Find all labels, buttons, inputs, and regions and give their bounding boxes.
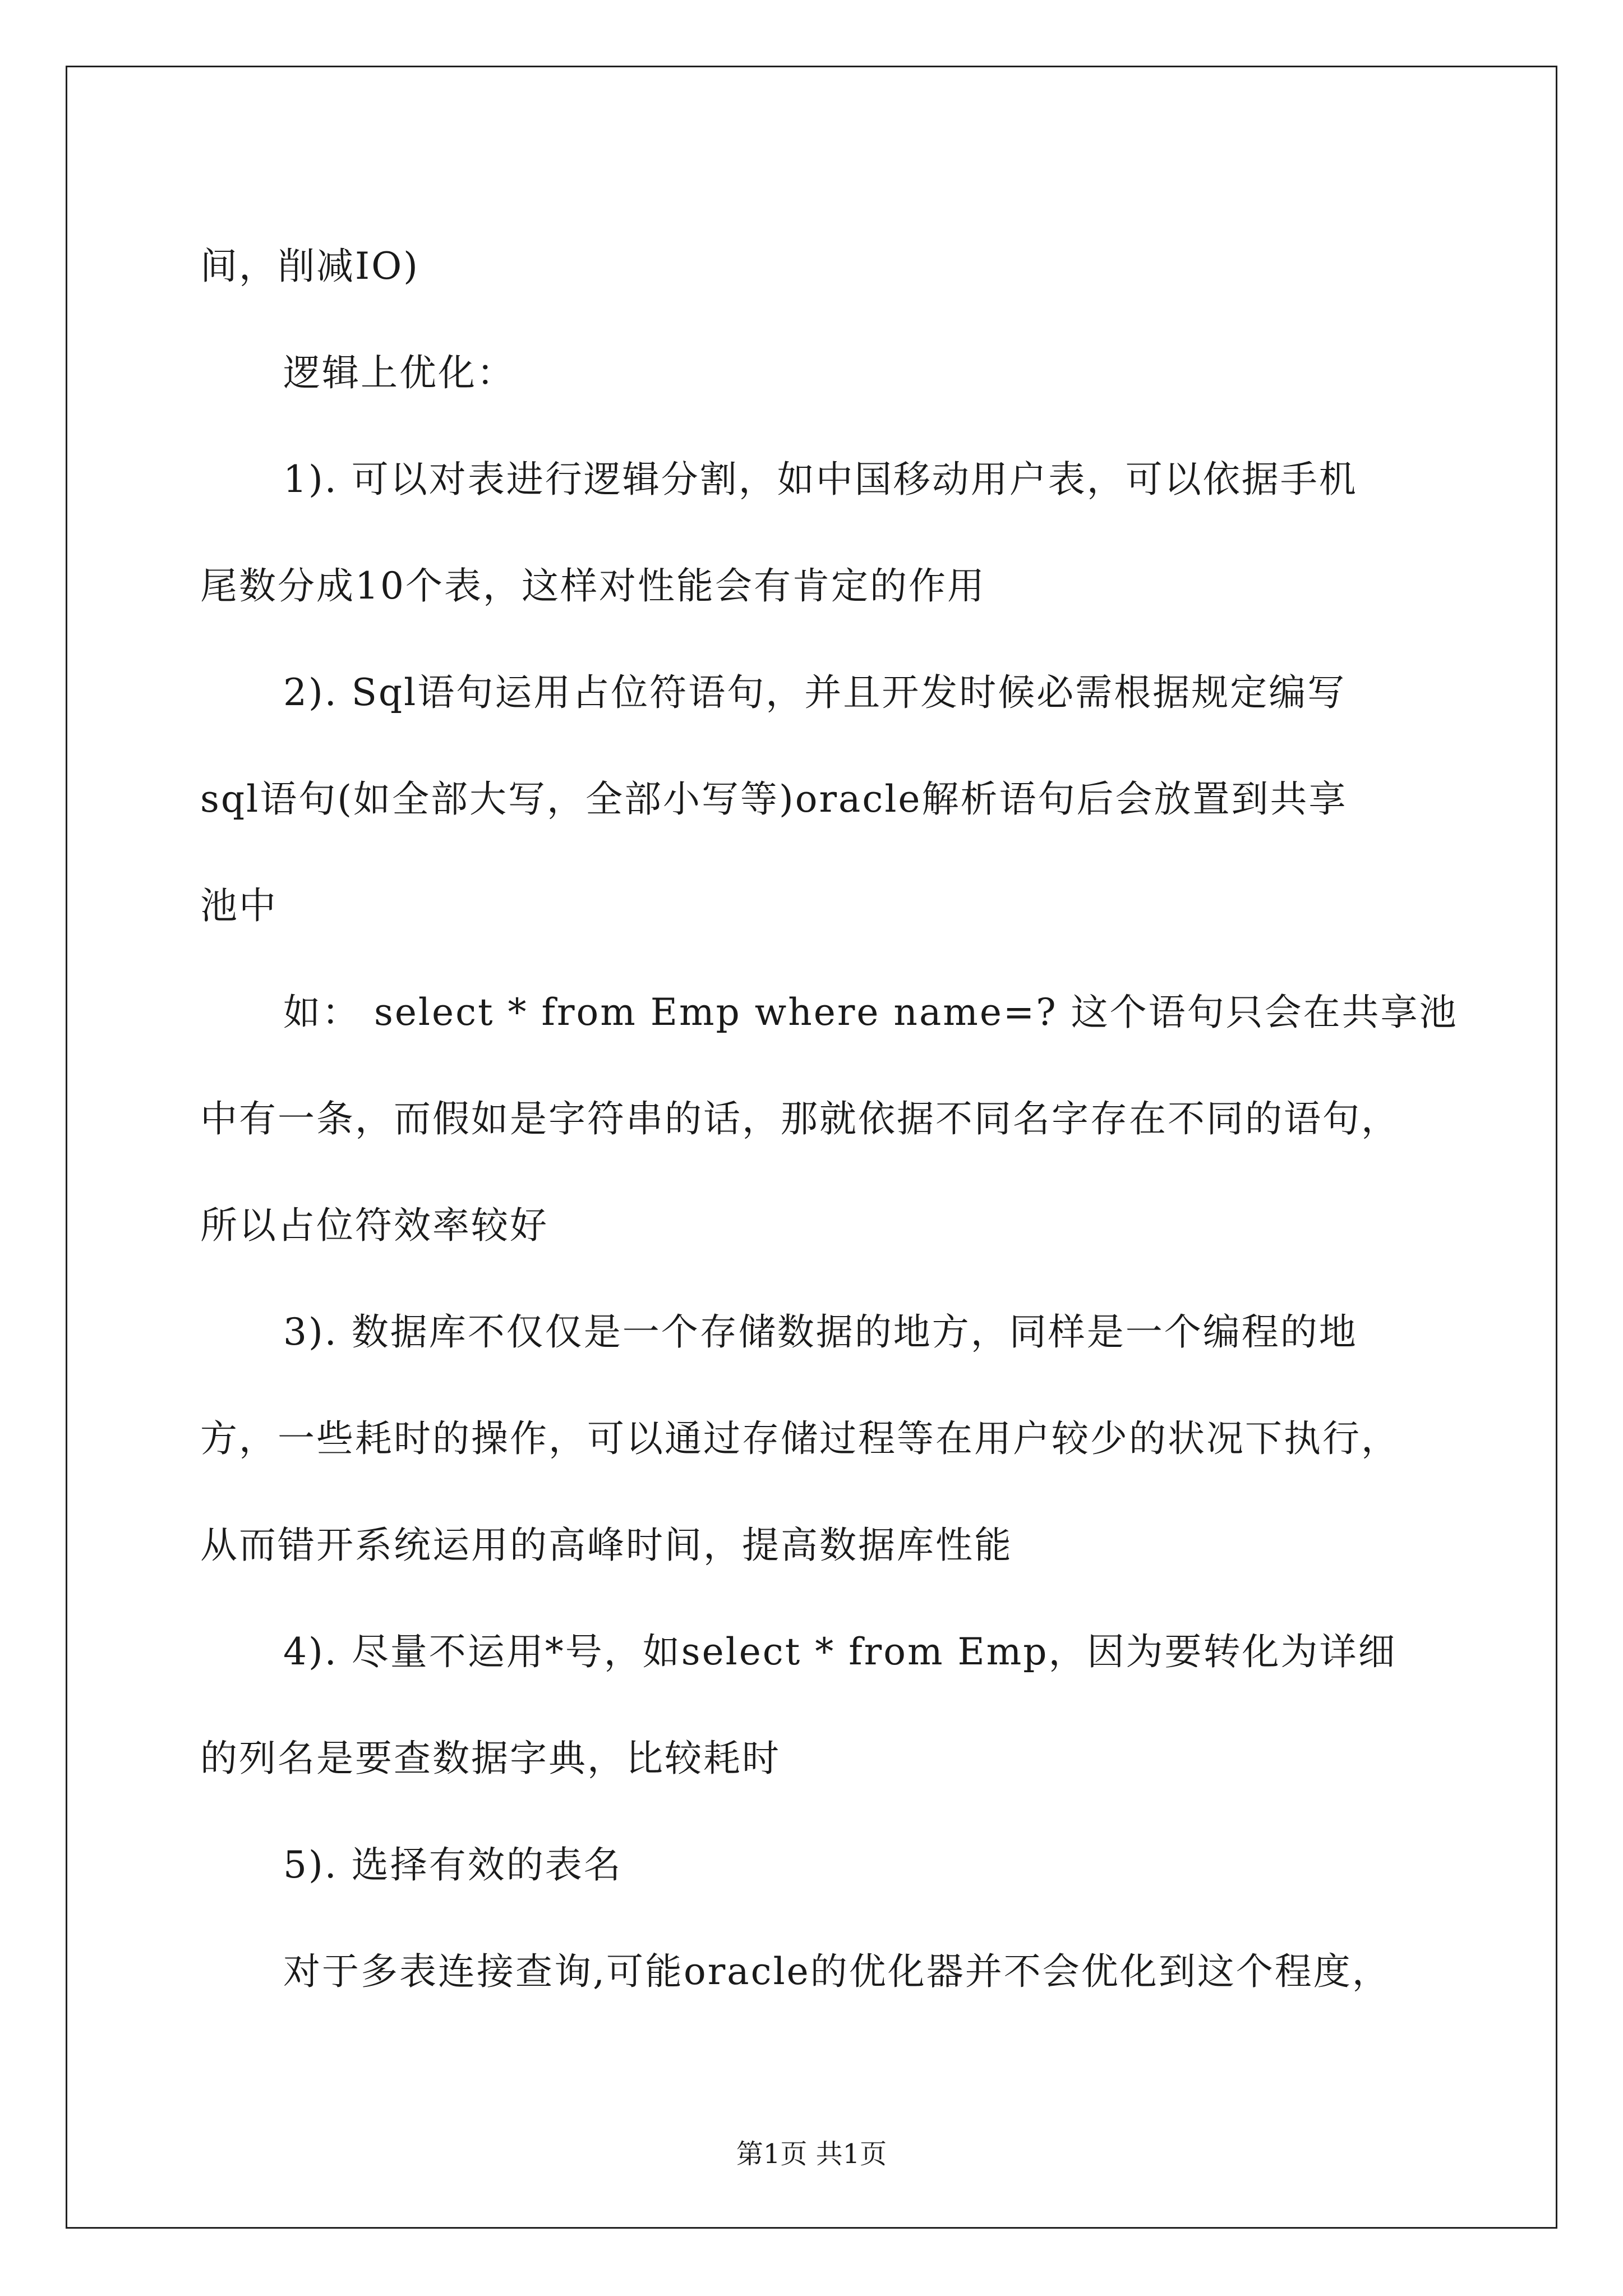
text-line: 1). 可以对表进行逻辑分割，如中国移动用户表，可以依据手机: [283, 458, 1358, 501]
text-line: 池中: [200, 884, 278, 927]
text-line: 间，削减IO): [200, 245, 419, 288]
text-line: 3). 数据库不仅仅是一个存储数据的地方，同样是一个编程的地: [283, 1310, 1358, 1354]
text-line: sql语句(如全部大写，全部小写等)oracle解析语句后会放置到共享: [200, 777, 1348, 821]
text-line: 的列名是要查数据字典，比较耗时: [200, 1737, 781, 1780]
text-line: 从而错开系统运用的高峰时间，提高数据库性能: [200, 1524, 1013, 1567]
text-line: 4). 尽量不运用*号，如select * from Emp，因为要转化为详细: [283, 1630, 1397, 1673]
text-line: 尾数分成10个表，这样对性能会有肯定的作用: [200, 564, 986, 608]
document-body: [200, 213, 1458, 2025]
text-line: 所以占位符效率较好: [200, 1204, 548, 1247]
text-line: 如： select * from Emp where name=? 这个语句只会在共享池: [283, 991, 1458, 1034]
text-line: 5). 选择有效的表名: [283, 1843, 623, 1887]
text-line: 2). Sql语句运用占位符语句，并且开发时候必需根据规定编写: [283, 671, 1347, 714]
text-line: 对于多表连接查询,可能oracle的优化器并不会优化到这个程度，: [283, 1950, 1391, 1993]
text-line: 逻辑上优化：: [283, 351, 515, 394]
text-line: 方，一些耗时的操作，可以通过存储过程等在用户较少的状况下执行，: [200, 1417, 1400, 1460]
text-line: 中有一条，而假如是字符串的话，那就依据不同名字存在不同的语句，: [200, 1097, 1400, 1140]
page-footer: 第1页 共1页: [736, 2138, 887, 2170]
